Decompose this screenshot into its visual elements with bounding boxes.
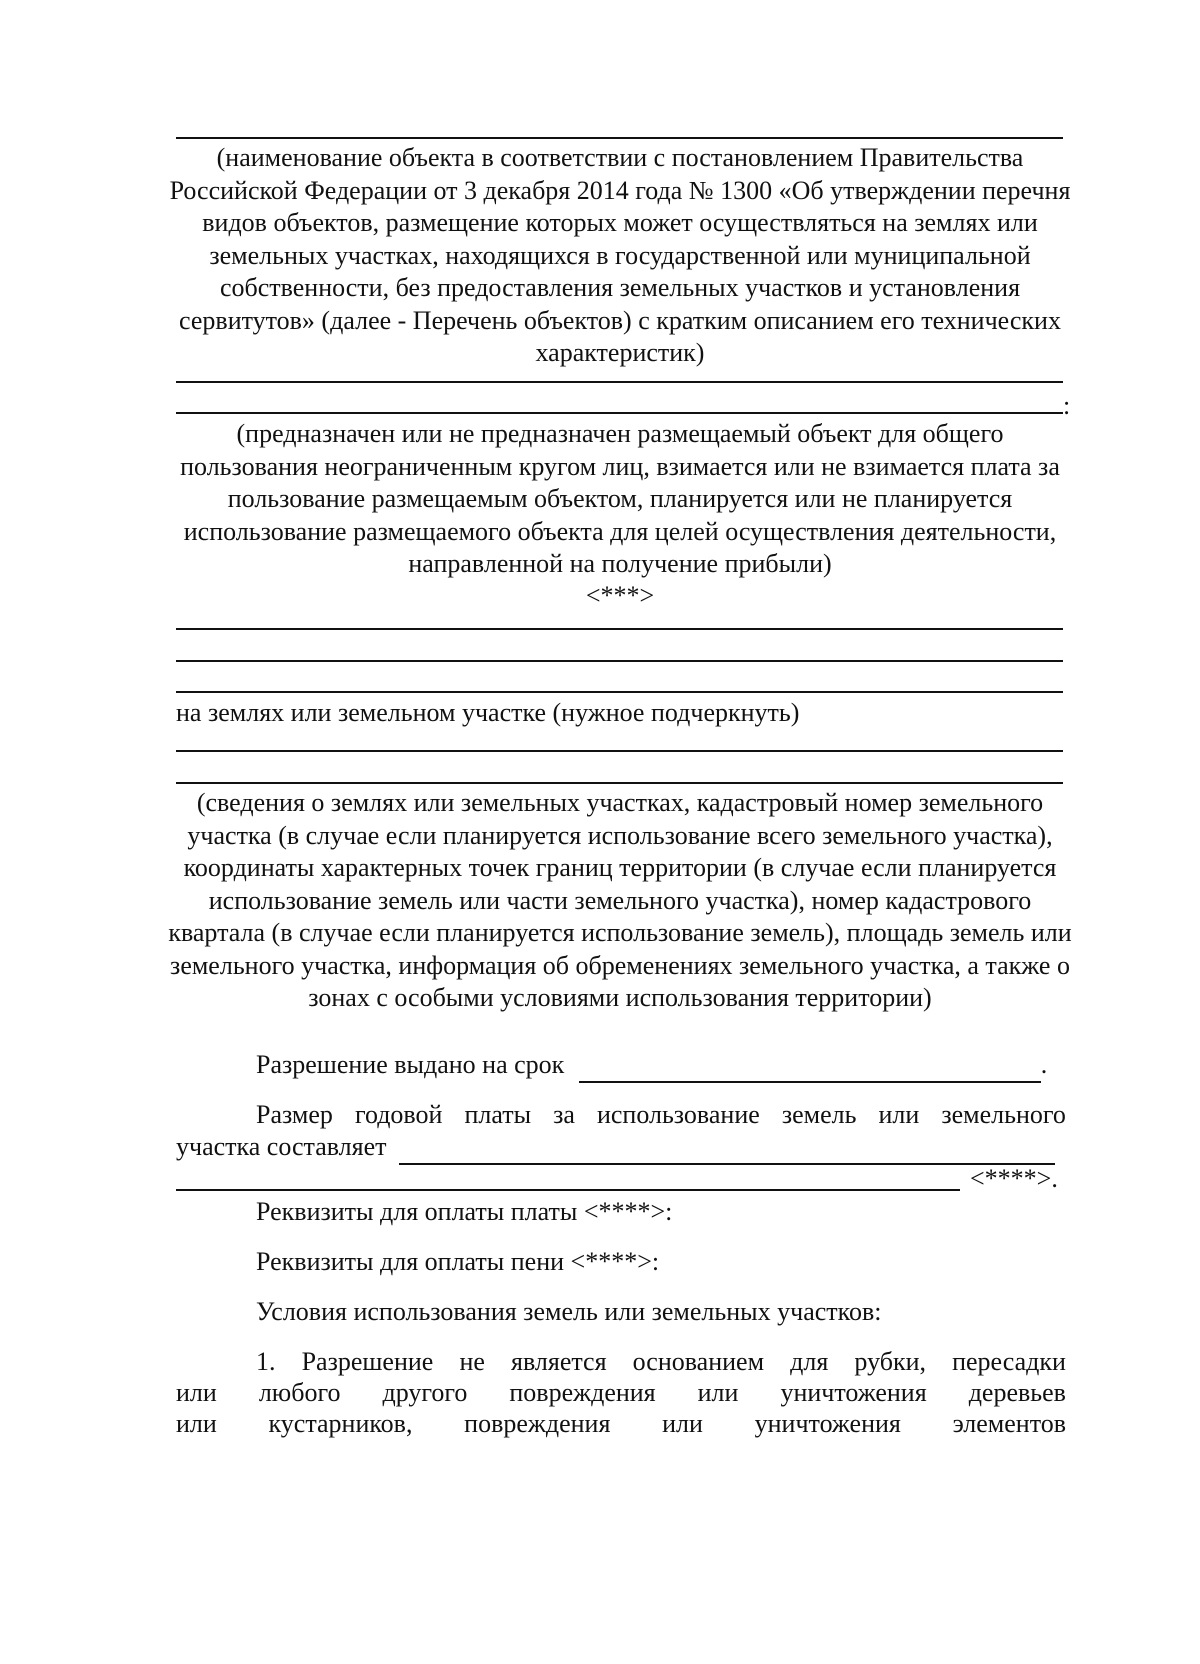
- pay-details: Реквизиты для оплаты платы <****>:: [256, 1197, 673, 1226]
- object-fill-line-1: [176, 381, 1063, 383]
- cond-word: основанием: [632, 1347, 765, 1376]
- term-fill-line: [579, 1049, 1041, 1083]
- cond-word: любого: [258, 1378, 341, 1407]
- object-name-line: [176, 137, 1063, 139]
- fee-word: за: [553, 1100, 575, 1129]
- cond-word: уничтожения: [754, 1409, 901, 1438]
- purpose-ref: <***>: [585, 581, 655, 610]
- cond-word: или: [176, 1409, 217, 1438]
- cond-word: кустарников,: [268, 1409, 413, 1438]
- cond-word: повреждения: [464, 1409, 611, 1438]
- conditions-title: Условия использования земель или земельных участков:: [256, 1297, 882, 1326]
- cond-word: рубки,: [854, 1347, 926, 1376]
- cond-word: повреждения: [509, 1378, 656, 1407]
- term-end: .: [1040, 1050, 1048, 1079]
- purpose-fill-line-3: [176, 691, 1063, 693]
- cond-word: для: [790, 1347, 829, 1376]
- purpose-fill-line-1: [176, 628, 1063, 630]
- object-fill-line-2: [176, 412, 1063, 414]
- land-caption: (сведения о землях или земельных участках, кадастровый номер земельного участка (в случае если планируется использование всего земельного участка), координаты характерных точек границ территории (в случае если планируется использование земель или части земельного участка), номер кадастрового квартала (в случае если планируется использование земель), площадь земель или земельного участка, информация об обременениях земельного участка, а также о зонах с особыми условиями использования территории): [168, 788, 1072, 1012]
- cond1-line-2: [176, 1377, 1066, 1409]
- fee-word: годовой: [354, 1100, 443, 1129]
- fee-ref: <****>.: [970, 1164, 1058, 1193]
- purpose-fill-line-2: [176, 660, 1063, 662]
- land-label: на землях или земельном участке (нужное подчеркнуть): [176, 698, 800, 727]
- fee-fill-line: [399, 1131, 1055, 1165]
- penalty-details: Реквизиты для оплаты пени <****>:: [256, 1247, 660, 1276]
- cond-word: элементов: [952, 1409, 1066, 1438]
- cond-word: является: [511, 1347, 607, 1376]
- land-fill-line-2: [176, 782, 1063, 784]
- term-row: [256, 1049, 1047, 1083]
- cond-word: Разрешение: [301, 1347, 434, 1376]
- land-fill-line-1: [176, 750, 1063, 752]
- cond-word: или: [176, 1378, 217, 1407]
- cond1-line-3: [176, 1408, 1066, 1440]
- fee-label: участка составляет: [176, 1132, 387, 1161]
- fee-word: земель: [781, 1100, 857, 1129]
- fee-word: земельного: [941, 1100, 1066, 1129]
- fee-fill-line-2: [176, 1189, 960, 1191]
- cond-word: уничтожения: [780, 1378, 927, 1407]
- fee-word: использование: [596, 1100, 760, 1129]
- cond-word: 1.: [256, 1347, 276, 1376]
- cond-word: не: [459, 1347, 485, 1376]
- cond-word: деревьев: [968, 1378, 1066, 1407]
- fee-row-1: [256, 1099, 1066, 1131]
- purpose-caption: (предназначен или не предназначен размещаемый объект для общего пользования неограниченным кругом лиц, взимается или не взимается плата за пользование размещаемым объектом, планируется или не планируется использование размещаемого объекта для целей осуществления деятельности, направленной на получение прибыли): [180, 419, 1060, 578]
- object-caption: (наименование объекта в соответствии с постановлением Правительства Российской Федерации от 3 декабря 2014 года № 1300 «Об утверждении перечня видов объектов, размещение которых может осуществляться на землях или земельных участках, находящихся в государственной или муниципальной собственности, без предоставления земельных участков и установления сервитутов» (далее - Перечень объектов) с кратким описанием его технических характеристик): [169, 143, 1071, 367]
- fee-row-2: [176, 1131, 1055, 1165]
- colon-mark: :: [1063, 391, 1071, 420]
- cond1-line-1: [256, 1346, 1066, 1378]
- term-label: Разрешение выдано на срок: [256, 1050, 565, 1079]
- cond-word: другого: [382, 1378, 468, 1407]
- cond-word: или: [662, 1409, 703, 1438]
- fee-word: Размер: [256, 1100, 333, 1129]
- fee-word: платы: [464, 1100, 532, 1129]
- cond-word: пересадки: [952, 1347, 1066, 1376]
- cond-word: или: [697, 1378, 739, 1407]
- fee-word: или: [878, 1100, 920, 1129]
